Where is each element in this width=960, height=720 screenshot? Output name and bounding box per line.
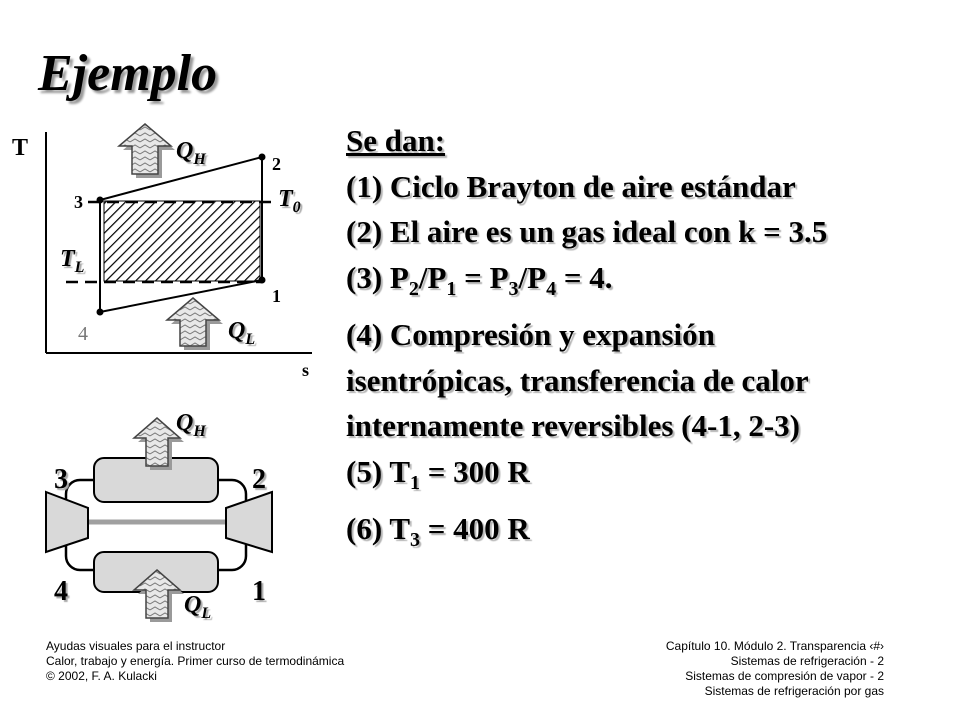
left-turbomachine	[46, 492, 88, 552]
schematic-point-1: 1	[252, 576, 266, 607]
given-item-6: (6) $T_3 = 400$ R	[346, 511, 530, 552]
point-2	[259, 154, 266, 161]
footer-right-line: Sistemas de compresión de vapor - 2	[685, 669, 884, 683]
footer-left-line: Calor, trabajo y energía. Primer curso de termodinámica	[46, 654, 345, 668]
label-point-1: 1	[272, 286, 281, 306]
footer-left-line: Ayudas visuales para el instructor	[46, 639, 226, 653]
hatched-region	[104, 201, 260, 281]
given-item-4: (4) Compresión y expansión	[346, 317, 715, 353]
point-1	[259, 277, 266, 284]
right-turbomachine	[226, 492, 272, 552]
t-axis-label: T	[12, 135, 29, 161]
ql-up-arrow-icon	[167, 298, 223, 350]
given-item-4-cont: isentrópicas, transferencia de calor	[346, 362, 809, 398]
schematic-ql-label: $Q_L$	[184, 592, 212, 622]
brayton-schematic	[0, 400, 330, 635]
given-heading: Se dan:	[346, 123, 446, 158]
schematic-point-4: 4	[54, 576, 68, 607]
slide-title: Ejemplo	[38, 45, 218, 102]
given-item-4-cont2: internamente reversibles (4-1, 2-3)	[346, 408, 800, 444]
footer-right-line: Capítulo 10. Módulo 2. Transparencia ‹#›	[665, 639, 884, 653]
given-data-list	[346, 118, 827, 564]
label-point-2: 2	[272, 154, 281, 174]
footer-right-line: Sistemas de refrigeración por gas	[704, 684, 884, 698]
footer-left	[46, 639, 344, 684]
schematic-point-2: 2	[252, 464, 266, 495]
footer-left-line: © 2002, F. A. Kulacki	[46, 669, 157, 683]
schematic-qh-label: $Q_H$	[176, 410, 206, 440]
given-item-3: (3) $P_2/P_1 = P_3/P_4 = 4$.	[346, 259, 613, 300]
footer-right	[666, 639, 884, 699]
ts-ql-label: $Q_L$	[228, 318, 256, 348]
given-item-2: (2) El aire es un gas ideal con k = 3.5	[346, 214, 828, 249]
footer-right-line: Sistemas de refrigeración - 2	[730, 654, 884, 668]
ts-diagram	[0, 110, 330, 390]
given-item-1: (1) Ciclo Brayton de aire estándar	[346, 168, 796, 204]
point-4	[97, 309, 104, 316]
point-3	[97, 197, 104, 204]
schematic-point-3: 3	[54, 464, 68, 495]
t0-label: $T_0$	[278, 186, 301, 216]
ts-qh-label: $Q_H$	[176, 138, 206, 168]
qh-up-arrow-icon	[119, 124, 175, 178]
tl-label: $T_L$	[60, 246, 85, 276]
label-point-4: 4	[78, 323, 88, 345]
label-point-3: 3	[74, 192, 83, 212]
s-axis-label: s	[302, 360, 310, 380]
given-item-5: (5) $T_1 = 300$ R	[346, 453, 530, 494]
